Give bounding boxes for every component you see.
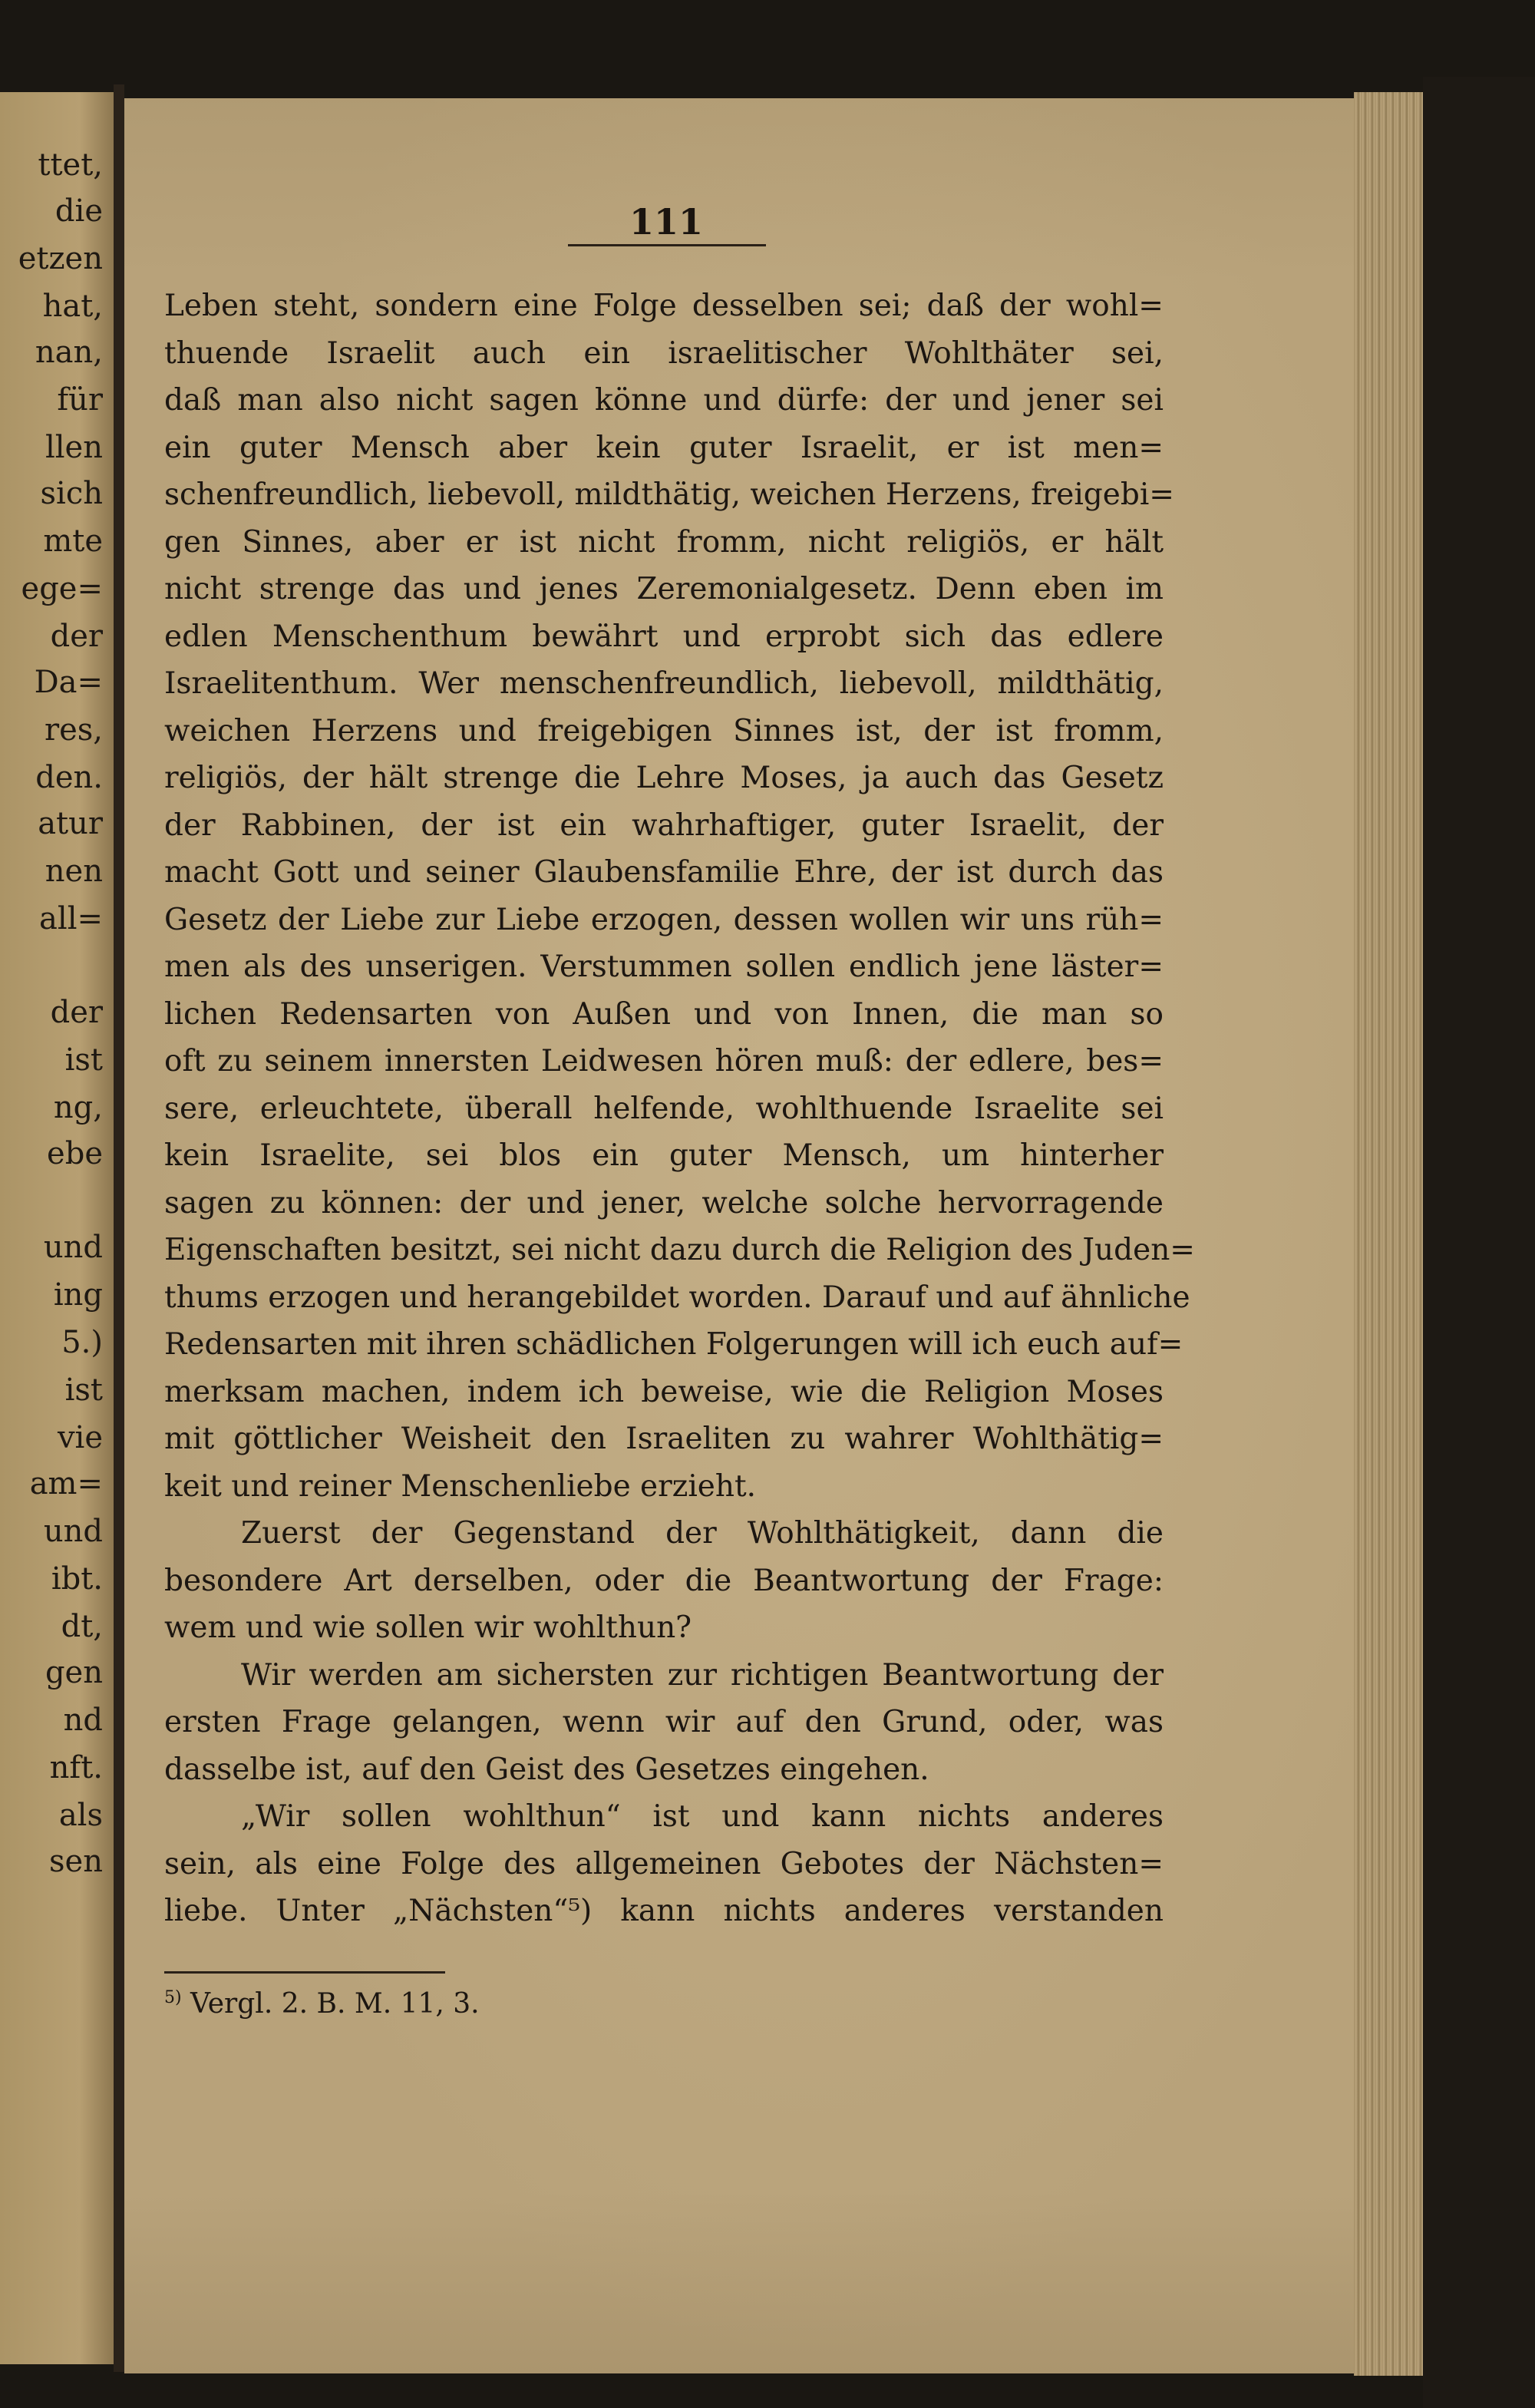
text-line: Eigenschaften besitzt, sei nicht dazu durch die Religion des Juden= xyxy=(164,1233,1195,1267)
left-fragment: ibt. xyxy=(51,1561,103,1597)
page-edges xyxy=(1354,92,1423,2376)
text-line: der Rabbinen, der ist ein wahrhaftiger, guter Israelit, der xyxy=(164,808,1164,843)
page-number: 111 xyxy=(629,201,704,243)
text-line: keit und reiner Menschenliebe erzieht. xyxy=(164,1468,757,1504)
text-line: kein Israelite, sei blos ein guter Mensch, um hinterher xyxy=(164,1138,1164,1173)
text-line: thuende Israelit auch ein israelitischer Wohlthäter sei, xyxy=(164,335,1164,371)
text-line: merksam machen, indem ich beweise, wie die Religion Moses xyxy=(164,1374,1164,1409)
left-fragment: vie xyxy=(57,1420,103,1455)
left-fragment: ing xyxy=(53,1277,103,1313)
text-line: schenfreundlich, liebevoll, mildthätig, weichen Herzens, freigebi= xyxy=(164,477,1174,512)
text-line: Zuerst der Gegenstand der Wohlthätigkeit, dann die xyxy=(241,1516,1164,1551)
left-fragment: hat, xyxy=(42,289,103,324)
text-line: sagen zu können: der und jener, welche solche hervorragende xyxy=(164,1185,1164,1221)
text-line: ein guter Mensch aber kein guter Israelit, er ist men= xyxy=(164,430,1164,465)
left-fragment: und xyxy=(43,1514,103,1549)
book-gutter xyxy=(114,84,124,2372)
left-fragment: nft. xyxy=(49,1750,103,1785)
text-line: daß man also nicht sagen könne und dürfe: der und jener sei xyxy=(164,383,1164,418)
left-fragment: gen xyxy=(45,1655,103,1690)
page-body-text xyxy=(164,282,1195,1935)
text-line: oft zu seinem innersten Leidwesen hören muß: der edlere, bes= xyxy=(164,1044,1164,1078)
left-fragment: ist xyxy=(64,1042,103,1078)
left-fragment: am= xyxy=(29,1466,103,1501)
footnote-rule xyxy=(164,1971,445,1974)
left-fragment: ng, xyxy=(53,1090,103,1125)
left-fragment: etzen xyxy=(18,241,103,276)
text-line: edlen Menschenthum bewährt und erprobt sich das edlere xyxy=(164,619,1164,654)
left-fragment: den. xyxy=(35,760,103,795)
left-fragment: die xyxy=(54,193,103,229)
left-fragment: ist xyxy=(64,1372,103,1408)
text-line: liebe. Unter „Nächsten“⁵) kann nichts anderes verstanden xyxy=(164,1894,1164,1928)
text-line: weichen Herzens und freigebigen Sinnes ist, der ist fromm, xyxy=(164,713,1164,748)
text-line: Gesetz der Liebe zur Liebe erzogen, dessen wollen wir uns rüh= xyxy=(164,902,1164,937)
text-line: ersten Frage gelangen, wenn wir auf den Grund, oder, was xyxy=(164,1705,1164,1739)
text-line: men als des unserigen. Verstummen sollen endlich jene läster= xyxy=(164,950,1164,984)
text-line: nicht strenge das und jenes Zeremonialgesetz. Denn eben im xyxy=(164,572,1164,606)
left-fragment: nen xyxy=(45,854,103,889)
left-fragment: nan, xyxy=(35,335,103,370)
footnote xyxy=(164,1988,480,2020)
text-line: macht Gott und seiner Glaubensfamilie Ehre, der ist durch das xyxy=(164,855,1164,890)
text-line: dasselbe ist, auf den Geist des Gesetzes eingehen. xyxy=(164,1752,929,1787)
text-line: Redensarten mit ihren schädlichen Folgerungen will ich euch auf= xyxy=(164,1327,1183,1362)
left-fragment: sich xyxy=(40,476,103,511)
left-fragment: llen xyxy=(45,430,103,465)
header-rule xyxy=(568,244,766,246)
text-line: sein, als eine Folge des allgemeinen Gebotes der Nächsten= xyxy=(164,1846,1164,1881)
left-fragment: ebe xyxy=(47,1136,103,1171)
footnote-text: Vergl. 2. B. M. 11, 3. xyxy=(190,1988,480,2020)
text-line: Leben steht, sondern eine Folge desselben sei; daß der wohl= xyxy=(164,289,1164,323)
text-line: Wir werden am sichersten zur richtigen Beantwortung der xyxy=(241,1657,1164,1693)
footnote-mark: 5) xyxy=(164,1988,182,2007)
text-line: sere, erleuchtete, überall helfende, wohlthuende Israelite sei xyxy=(164,1091,1164,1126)
left-fragment: sen xyxy=(49,1844,103,1879)
left-page-text-fragments xyxy=(0,92,107,2364)
text-line: Israelitenthum. Wer menschenfreundlich, liebevoll, mildthätig, xyxy=(164,666,1164,701)
left-fragment: 5.) xyxy=(61,1325,103,1360)
left-fragment: mte xyxy=(43,524,103,559)
left-fragment: res, xyxy=(44,712,103,748)
text-line: religiös, der hält strenge die Lehre Moses, ja auch das Gesetz xyxy=(164,761,1164,795)
text-line: gen Sinnes, aber er ist nicht fromm, nicht religiös, er hält xyxy=(164,524,1164,560)
left-fragment: als xyxy=(58,1798,103,1833)
left-fragment: der xyxy=(50,995,103,1030)
text-line: thums erzogen und herangebildet worden. Darauf und auf ähnliche xyxy=(164,1280,1190,1315)
text-line: lichen Redensarten von Außen und von Innen, die man so xyxy=(164,996,1164,1032)
left-fragment: all= xyxy=(39,901,103,936)
left-fragment: der xyxy=(50,619,103,654)
text-line: „Wir sollen wohlthun“ ist und kann nichts anderes xyxy=(241,1799,1164,1834)
left-page xyxy=(0,92,114,2364)
left-fragment: atur xyxy=(38,806,103,841)
left-fragment: dt, xyxy=(61,1609,103,1644)
left-fragment: ttet, xyxy=(38,147,103,183)
text-line: besondere Art derselben, oder die Beantwortung der Frage: xyxy=(164,1563,1164,1598)
left-fragment: für xyxy=(57,382,103,418)
left-fragment: und xyxy=(43,1230,103,1265)
book-cover-edge xyxy=(1423,77,1535,2408)
text-line: wem und wie sollen wir wohlthun? xyxy=(164,1610,692,1645)
left-fragment: nd xyxy=(63,1703,103,1738)
left-fragment: ege= xyxy=(21,571,103,606)
text-line: mit göttlicher Weisheit den Israeliten zu wahrer Wohlthätig= xyxy=(164,1422,1164,1456)
left-fragment: Da= xyxy=(34,665,103,700)
